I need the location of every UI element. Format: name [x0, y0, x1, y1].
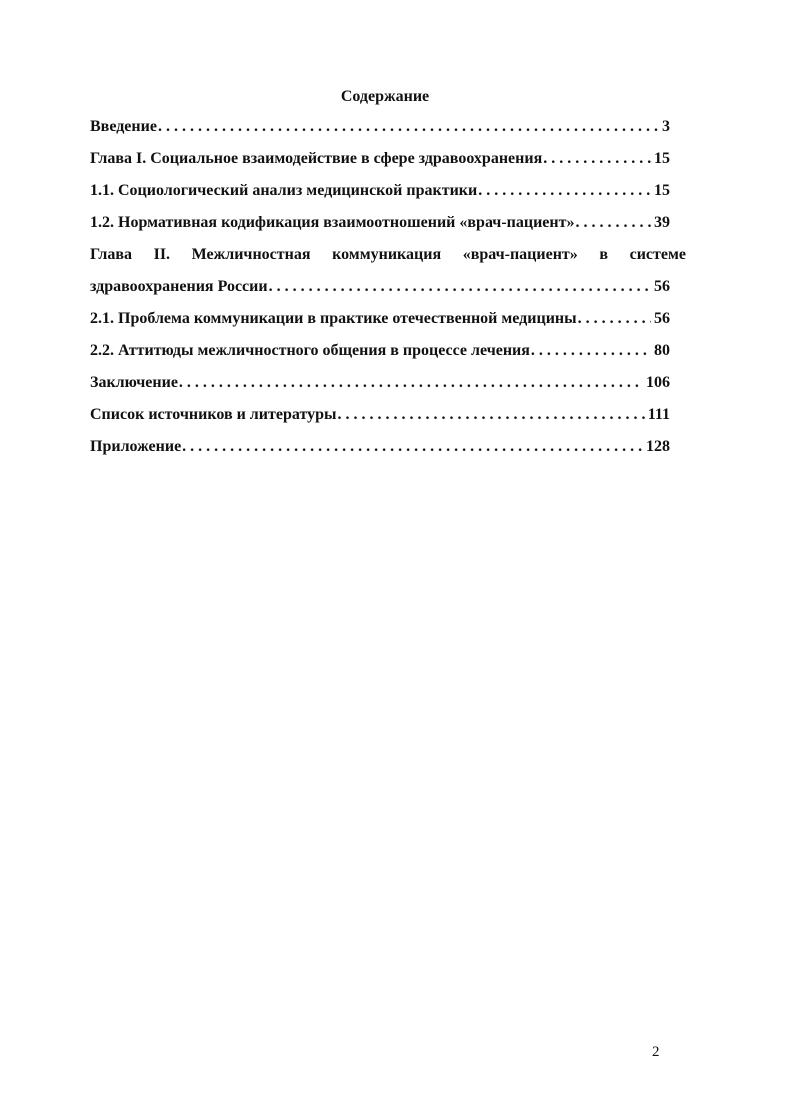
toc-leader-dots [578, 310, 651, 328]
toc-entry-introduction[interactable] [90, 118, 670, 150]
toc-leader-dots [158, 118, 659, 136]
toc-entry-section-2-1[interactable] [90, 310, 670, 342]
toc-entry-label: здравоохранения России [90, 278, 268, 295]
toc-leader-dots [531, 342, 651, 360]
toc-entry-label: 1.2. Нормативная кодификация взаимоотношений «врач-пациент» [90, 214, 575, 231]
toc-leader-dots [478, 182, 651, 200]
toc-entry-label: 2.2. Аттитюды межличностного общения в процессе лечения [90, 342, 530, 359]
toc-leader-dots [269, 278, 651, 296]
toc-entry-conclusion[interactable] [90, 374, 670, 406]
toc-entry-references[interactable] [90, 406, 670, 438]
toc-entry-page: 106 [646, 374, 670, 391]
toc-entry-label: Глава I. Социальное взаимодействие в сфере здравоохранения [90, 150, 543, 167]
toc-entry-label: Введение [90, 118, 157, 135]
toc-entry-page: 15 [654, 150, 670, 167]
toc-entry-page: 111 [647, 406, 670, 423]
toc-entry-page: 56 [654, 278, 670, 295]
toc-entry-appendix[interactable] [90, 438, 670, 470]
toc-leader-dots [575, 214, 651, 232]
toc-entry-label: Глава II. Межличностная коммуникация «врач-пациент» в системе [90, 246, 686, 263]
page-number: 2 [652, 1044, 660, 1060]
toc-entry-chapter-2-line1[interactable] [90, 246, 686, 278]
toc-leader-dots [543, 150, 651, 168]
toc-entry-section-2-2[interactable] [90, 342, 670, 374]
toc-entry-section-1-2[interactable] [90, 214, 670, 246]
toc-entry-page: 80 [654, 342, 670, 359]
toc-entry-label: Заключение [90, 374, 178, 391]
toc-entry-chapter-1[interactable] [90, 150, 670, 182]
toc-leader-dots [179, 374, 643, 392]
toc-entry-label: Список источников и литературы [90, 406, 337, 423]
toc-entry-page: 3 [662, 118, 670, 135]
toc-entry-page: 128 [646, 438, 670, 455]
toc-entry-page: 15 [654, 182, 670, 199]
toc-entry-label: 2.1. Проблема коммуникации в практике отечественной медицины [90, 310, 577, 327]
toc-entry-label: Приложение [90, 438, 182, 455]
toc-leader-dots [182, 438, 643, 456]
toc-entry-label: 1.1. Социологический анализ медицинской практики [90, 182, 478, 199]
toc-entry-chapter-2[interactable] [90, 278, 670, 310]
toc-entry-section-1-1[interactable] [90, 182, 670, 214]
table-of-contents [90, 118, 686, 470]
toc-title: Содержание [340, 88, 430, 105]
toc-entry-page: 39 [654, 214, 670, 231]
toc-entry-page: 56 [654, 310, 670, 327]
toc-leader-dots [337, 406, 644, 424]
